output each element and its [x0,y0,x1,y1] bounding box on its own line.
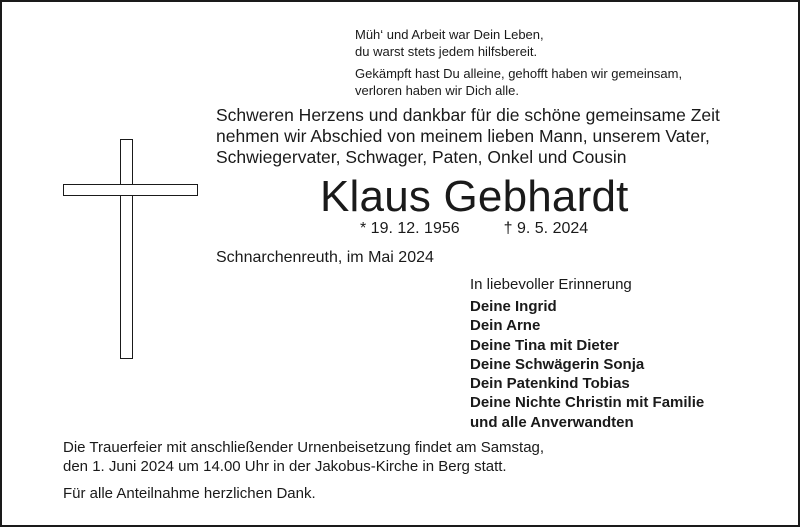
ceremony-line: Die Trauerfeier mit anschließender Urnenbeisetzung findet am Samstag, [63,439,545,456]
poem-line: du warst stets jedem hilfsbereit. [355,44,538,59]
life-dates [360,219,588,239]
birth-date: * 19. 12. 1956 [360,220,460,237]
intro-line: Schweren Herzens und dankbar für die schöne gemeinsame Zeit [216,105,720,125]
poem-line: Gekämpft hast Du alleine, gehofft haben wir gemeinsam, [355,66,683,81]
poem-line: verloren haben wir Dich alle. [355,83,520,98]
deceased-name: Klaus Gebhardt [320,172,629,221]
poem-line: Müh‘ und Arbeit war Dein Leben, [355,27,544,42]
ceremony-line: den 1. Juni 2024 um 14.00 Uhr in der Jakobus-Kirche in Berg statt. [63,458,507,475]
mourner: Deine Ingrid [470,298,557,315]
death-date: † 9. 5. 2024 [503,220,589,237]
intro-line: Schwiegervater, Schwager, Paten, Onkel und Cousin [216,147,627,167]
memory-heading: In liebevoller Erinnerung [470,276,632,293]
poem [355,26,682,99]
place-and-date: Schnarchenreuth, im Mai 2024 [216,249,434,266]
mourner: Dein Arne [470,317,541,335]
thanks-note: Für alle Anteilnahme herzlichen Dank. [63,485,316,502]
mourner: und alle Anverwandten [470,413,634,431]
mourner: Dein Patenkind Tobias [470,375,630,393]
mourner: Deine Tina mit Dieter [470,336,619,354]
intro-text [216,105,772,168]
poem-stanza-2 [355,65,682,99]
latin-cross-icon [63,139,199,359]
mourner: Deine Nichte Christin mit Familie [470,394,705,412]
cross-vertical-beam [120,139,133,359]
mourner: Deine Schwägerin Sonja [470,355,645,373]
cross-joint [122,186,132,195]
intro-line: nehmen wir Abschied von meinem lieben Mann, unserem Vater, [216,126,710,146]
mourners-list [470,297,704,432]
funeral-ceremony-info [63,438,544,476]
poem-stanza-1 [355,26,682,60]
